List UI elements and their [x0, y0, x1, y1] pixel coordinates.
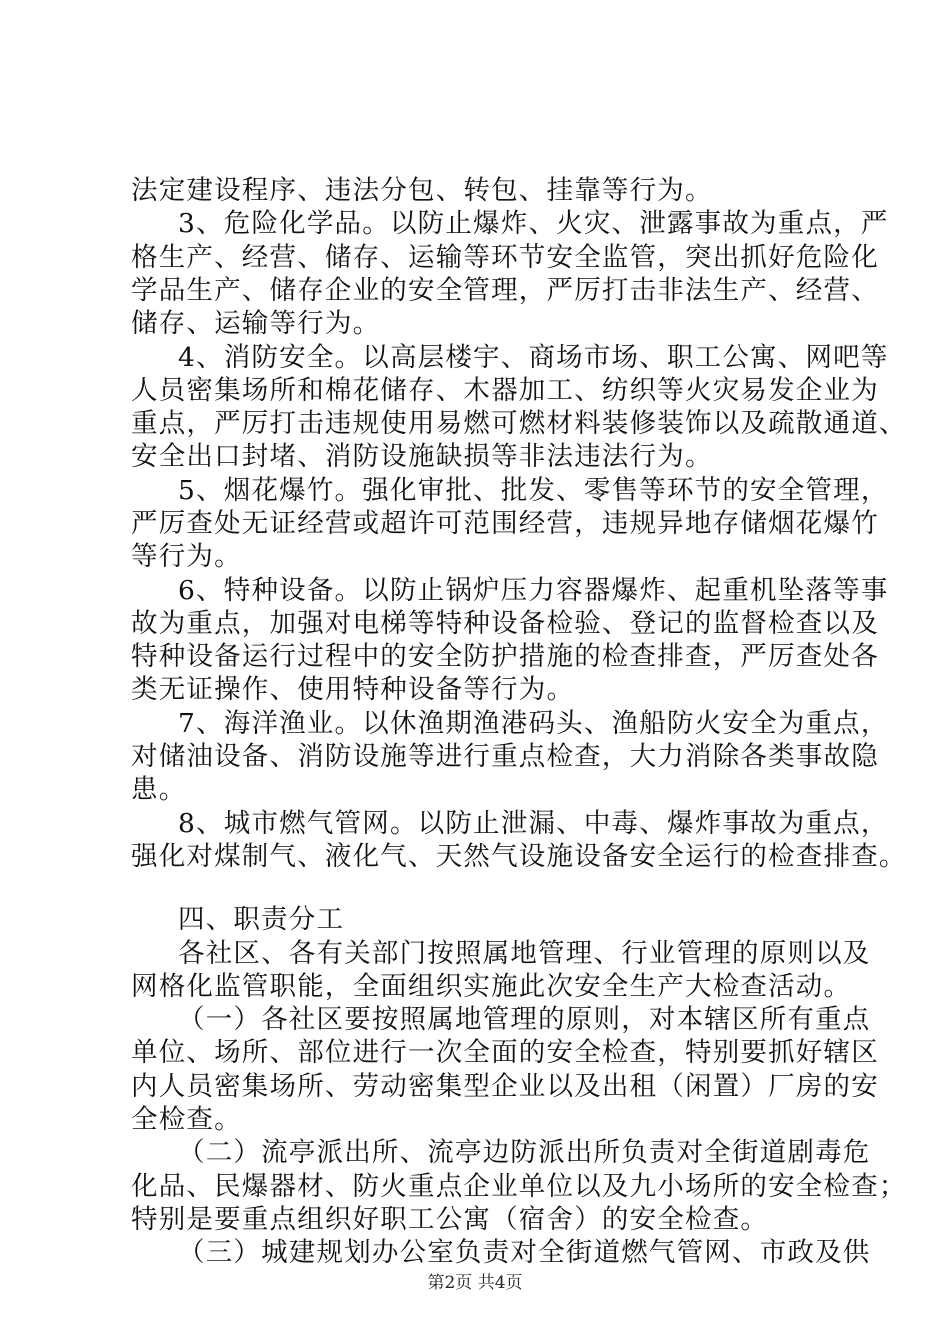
text-line: 各社区、各有关部门按照属地管理、行业管理的原则以及	[178, 938, 871, 969]
text-line: 特别是要重点组织好职工公寓（宿舍）的安全检查。	[131, 1204, 769, 1235]
text-line: 法定建设程序、违法分包、转包、挂靠等行为。	[131, 175, 713, 206]
text-line: 学品生产、储存企业的安全管理，严厉打击非法生产、经营、	[131, 275, 879, 306]
text-line: 对储油设备、消防设施等进行重点检查，大力消除各类事故隐	[131, 741, 879, 772]
text-line: 6、特种设备。以防止锅炉压力容器爆炸、起重机坠落等事	[178, 575, 889, 606]
text-line: 患。	[131, 774, 187, 805]
text-line: 内人员密集场所、劳动密集型企业以及出租（闲置）厂房的安	[131, 1071, 879, 1102]
text-line: 单位、场所、部位进行一次全面的安全检查，特别要抓好辖区	[131, 1037, 879, 1068]
text-line: 网格化监管职能，全面组织实施此次安全生产大检查活动。	[131, 971, 852, 1002]
text-line: 储存、运输等行为。	[131, 308, 381, 339]
text-line: 3、危险化学品。以防止爆炸、火灾、泄露事故为重点，严	[178, 208, 889, 239]
text-line: 化品、民爆器材、防火重点企业单位以及九小场所的安全检查；	[131, 1171, 907, 1202]
section-heading: 四、职责分工	[178, 904, 345, 935]
text-line: 5、烟花爆竹。强化审批、批发、零售等环节的安全管理，	[178, 475, 889, 506]
text-line: 等行为。	[131, 541, 242, 572]
text-line: 强化对煤制气、液化气、天然气设施设备安全运行的检查排查。	[131, 841, 907, 872]
text-line: 4、消防安全。以高层楼宇、商场市场、职工公寓、网吧等	[178, 342, 889, 373]
text-line: 类无证操作、使用特种设备等行为。	[131, 674, 575, 705]
text-line: （二）流亭派出所、流亭边防派出所负责对全街道剧毒危	[178, 1137, 871, 1168]
text-line: 格生产、经营、储存、运输等环节安全监管，突出抓好危险化	[131, 242, 879, 273]
text-line: 故为重点，加强对电梯等特种设备检验、登记的监督检查以及	[131, 608, 879, 639]
page-number: 第2页 共4页	[427, 1273, 523, 1293]
text-line: 特种设备运行过程中的安全防护措施的检查排查，严厉查处各	[131, 641, 879, 672]
text-line: 7、海洋渔业。以休渔期渔港码头、渔船防火安全为重点，	[178, 708, 889, 739]
text-line: （三）城建规划办公室负责对全街道燃气管网、市政及供	[178, 1237, 871, 1268]
text-line: 全检查。	[131, 1104, 242, 1135]
text-line: 人员密集场所和棉花储存、木器加工、纺织等火灾易发企业为	[131, 375, 879, 406]
text-line: 严厉查处无证经营或超许可范围经营，违规异地存储烟花爆竹	[131, 508, 879, 539]
text-line: 8、城市燃气管网。以防止泄漏、中毒、爆炸事故为重点，	[178, 808, 889, 839]
text-line: 重点，严厉打击违规使用易燃可燃材料装修装饰以及疏散通道、	[131, 408, 907, 439]
text-line: 安全出口封堵、消防设施缺损等非法违法行为。	[131, 441, 713, 472]
text-line: （一）各社区要按照属地管理的原则，对本辖区所有重点	[178, 1004, 871, 1035]
